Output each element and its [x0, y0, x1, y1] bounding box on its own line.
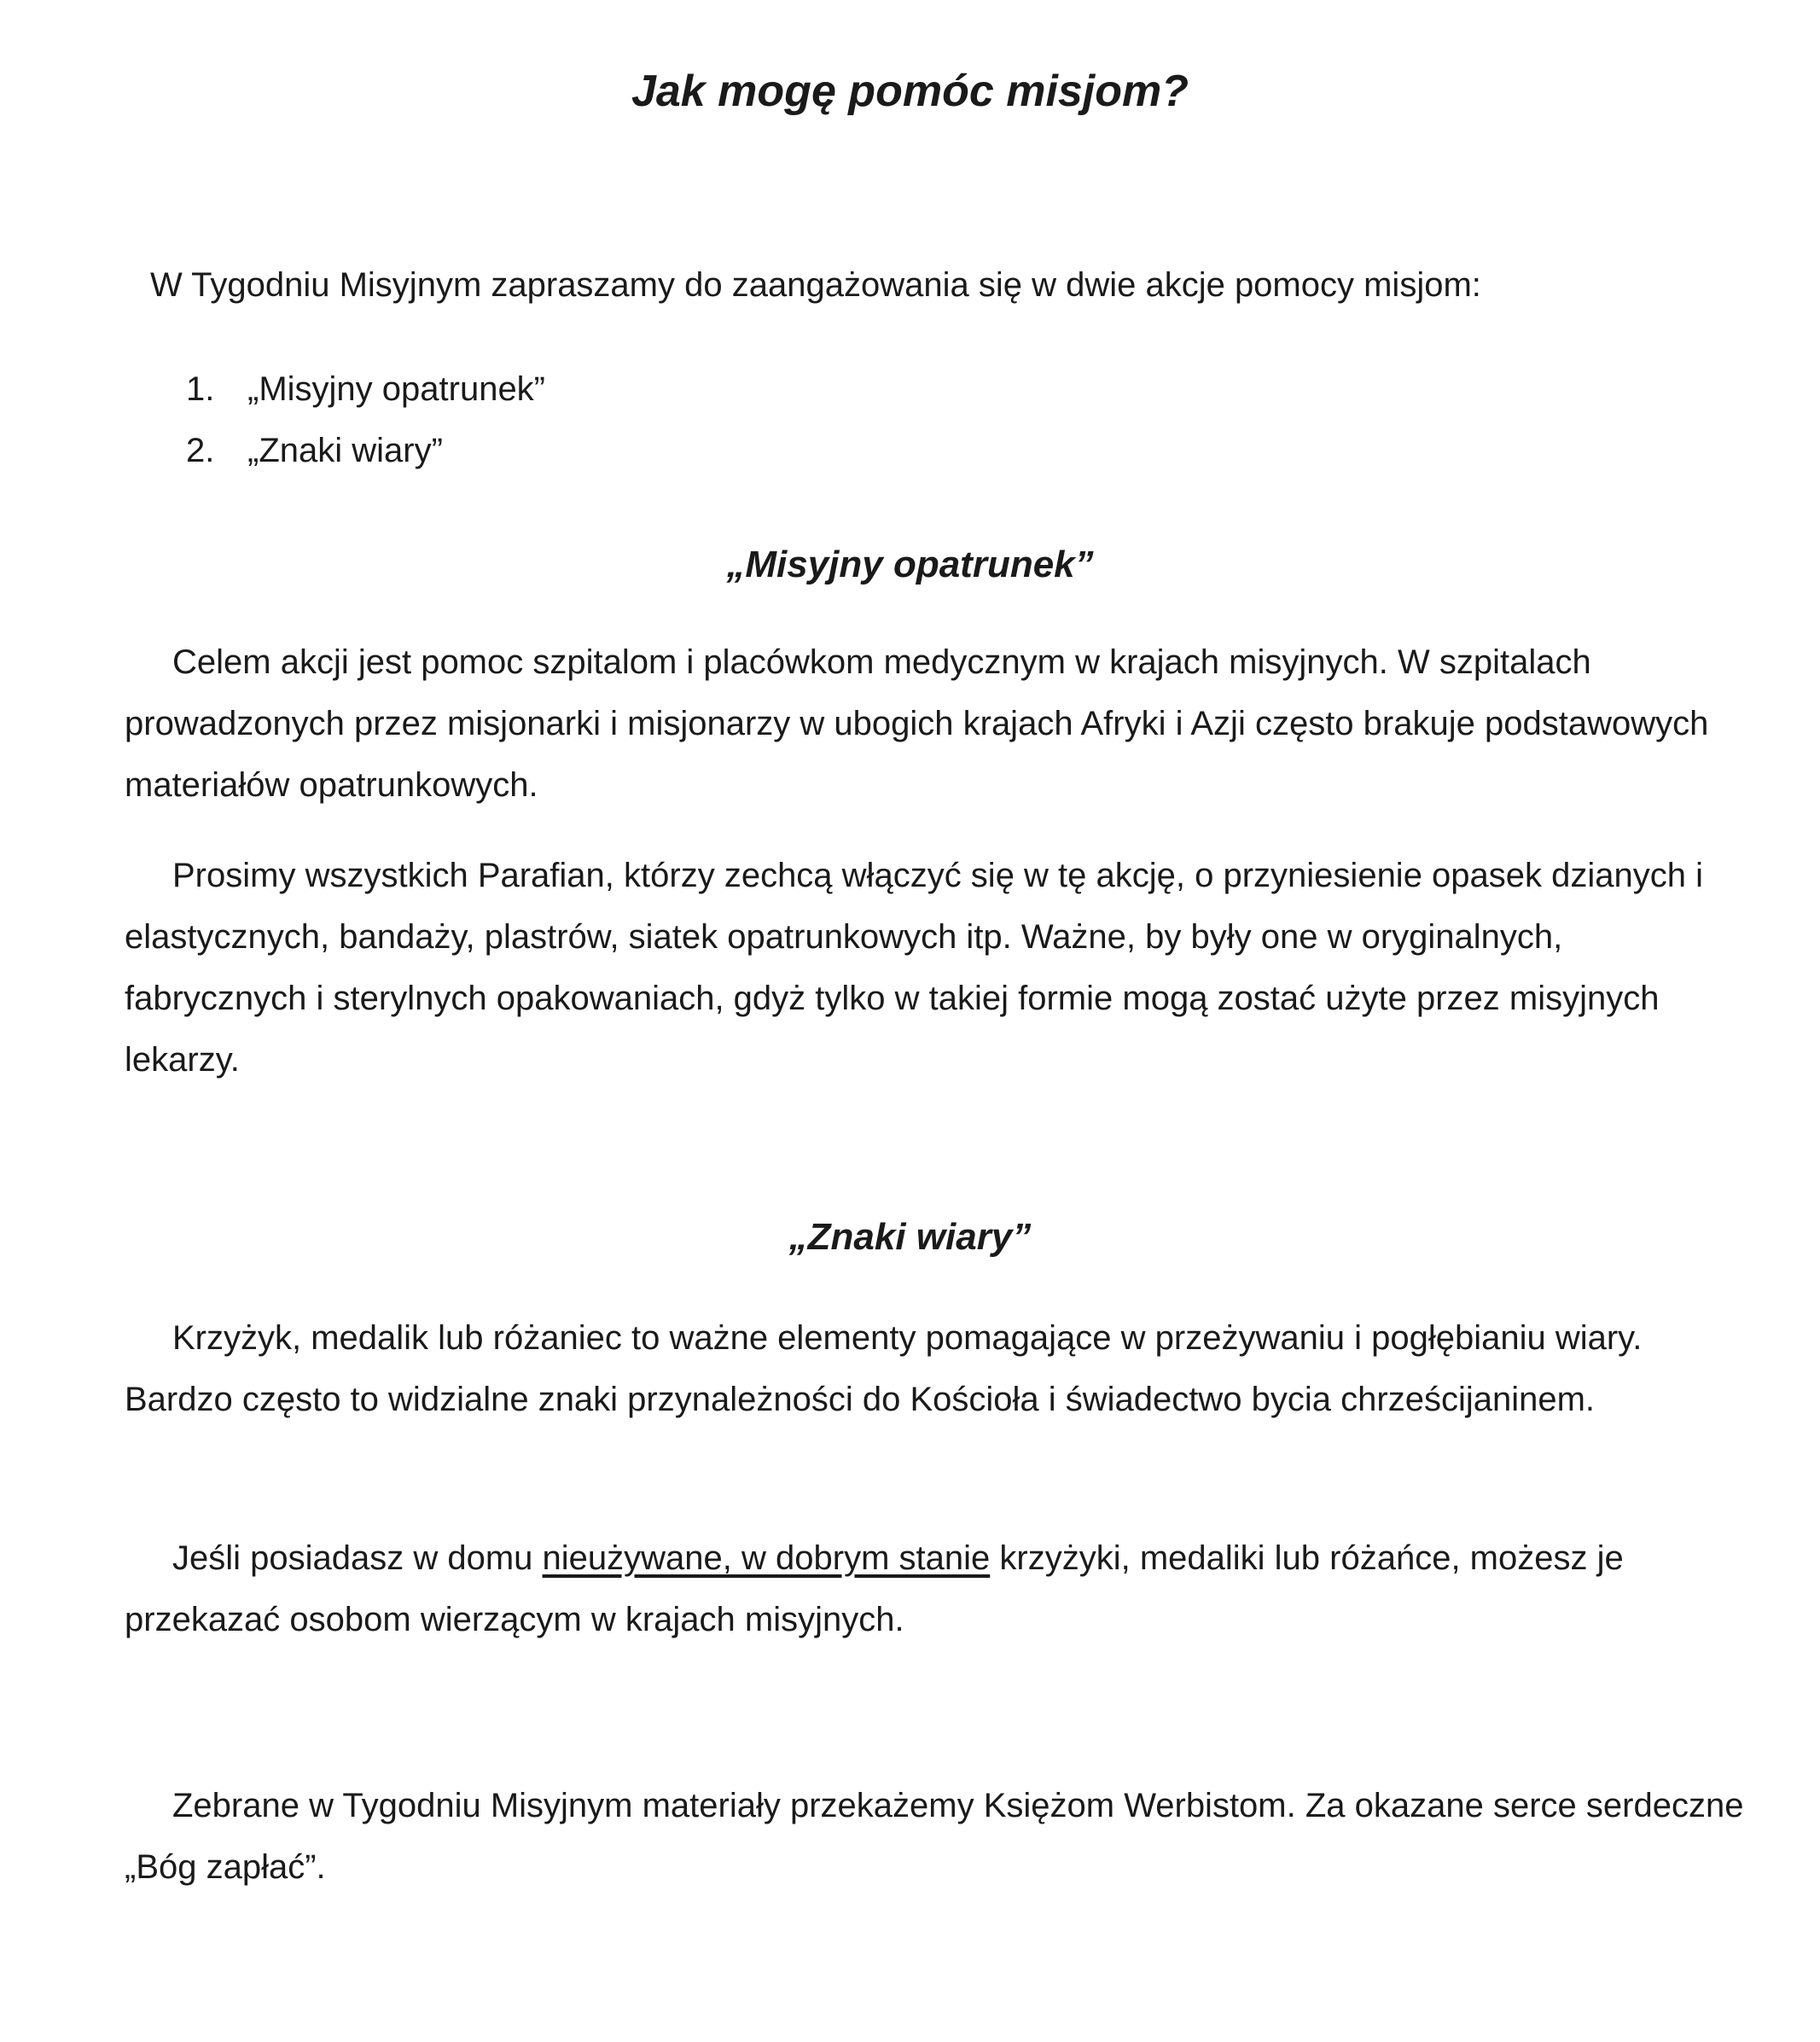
- section-heading-znaki: „Znaki wiary”: [788, 1216, 1032, 1258]
- paragraph: [125, 1307, 1746, 1430]
- list-item: [186, 358, 545, 420]
- list-item-text: „Misyjny opatrunek”: [247, 370, 546, 408]
- actions-list: [186, 358, 545, 481]
- list-item: [186, 420, 545, 481]
- paragraph-text: Zebrane w Tygodniu Misyjnym materiały przekażemy Księżom Werbistom. Za okazane serce serdeczne „Bóg zapłać”.: [125, 1787, 1744, 1886]
- paragraph-text-end: krzyżyki, medaliki lub różańce, możesz je przekazać osobom wierzącym w krajach misyjnych.: [125, 1539, 1624, 1638]
- intro-text: W Tygodniu Misyjnym zapraszamy do zaangażowania się w dwie akcje pomocy misjom:: [150, 266, 1481, 304]
- document-title: Jak mogę pomóc misjom?: [631, 67, 1189, 116]
- paragraph-text: Krzyżyk, medalik lub różaniec to ważne elementy pomagające w przeżywaniu i pogłębianiu wiary. Bardzo często to widzialne znaki przynależności do Kościoła i świadectwo bycia chrześcijaninem.: [125, 1319, 1643, 1418]
- paragraph: [125, 845, 1746, 1091]
- paragraph-text: Prosimy wszystkich Parafian, którzy zechcą włączyć się w tę akcję, o przyniesienie opasek dzianych i elastycznych, bandaży, plastrów, siatek opatrunkowych itp. Ważne, by były one w oryginalnych, fabrycznych i sterylnych opakowaniach, gdyż tylko w takiej formie mogą zostać użyte przez misyjnych lekarzy.: [125, 857, 1704, 1079]
- list-item-text: „Znaki wiary”: [247, 432, 443, 469]
- section-heading-opatrunek: „Misyjny opatrunek”: [726, 544, 1094, 585]
- paragraph-text-start: Jeśli posiadasz w domu: [172, 1539, 543, 1577]
- underlined-phrase: nieużywane, w dobrym stanie: [542, 1539, 991, 1577]
- list-number: 2.: [186, 432, 215, 469]
- paragraph: [125, 631, 1746, 816]
- paragraph-text: Celem akcji jest pomoc szpitalom i placówkom medycznym w krajach misyjnych. W szpitalach prowadzonych przez misjonarki i misjonarzy w ubogich krajach Afryki i Azji często brakuje podstawowych materiałów opatrunkowych.: [125, 643, 1709, 804]
- paragraph: [125, 1527, 1746, 1650]
- list-number: 1.: [186, 370, 215, 408]
- closing-paragraph: [125, 1775, 1746, 1898]
